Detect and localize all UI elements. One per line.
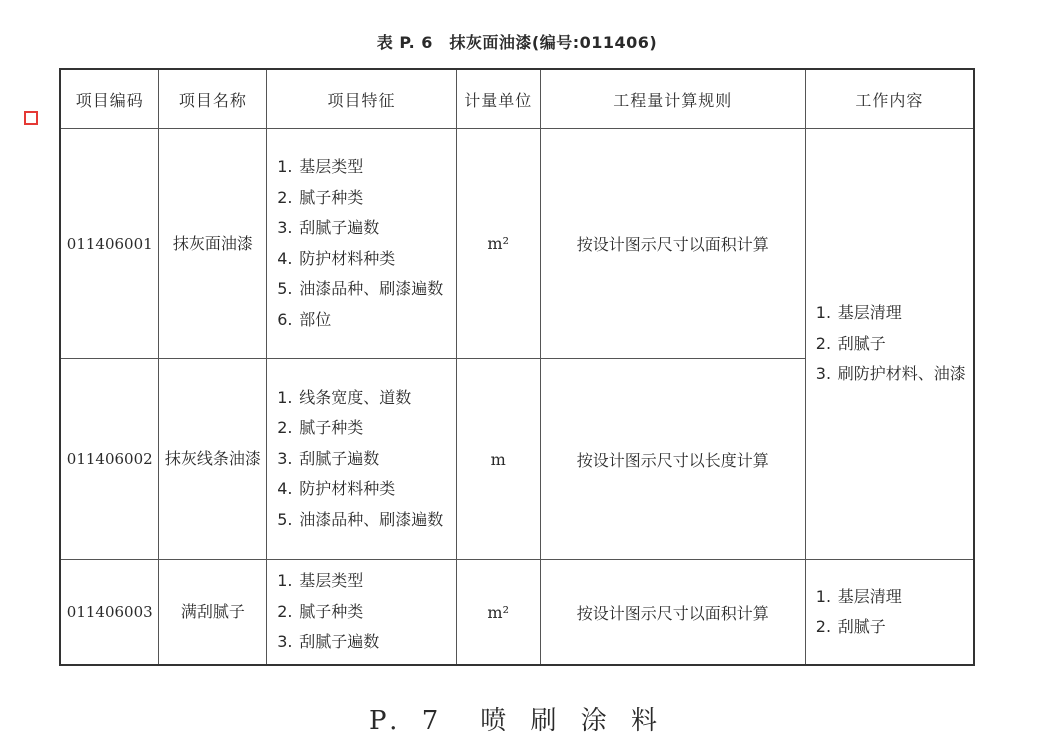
table-row [60,560,974,666]
list-item: 4. 防护材料种类 [277,479,396,499]
header-work-content: 工作内容 [805,69,974,129]
cell-code: 011406003 [60,560,159,666]
list-item: 3. 刮腻子遍数 [277,632,380,652]
list-item: 2. 腻子种类 [277,418,364,438]
table-row [60,129,974,359]
cell-work-content [805,560,974,666]
work-list [816,298,969,390]
header-project-code: 项目编码 [60,69,159,129]
cell-work-content [805,129,974,560]
list-item: 2. 刮腻子 [815,617,886,636]
list-item: 1. 基层类型 [277,571,364,591]
table-header-row [60,69,974,129]
header-project-features: 项目特征 [267,69,457,129]
list-item: 4. 防护材料种类 [277,248,396,268]
list-item: 2. 刮腻子 [815,333,886,353]
cell-unit: m [456,359,540,560]
cell-unit: m² [456,129,540,359]
list-item: 3. 刮腻子遍数 [277,218,380,237]
list-item: 1. 线条宽度、道数 [277,387,412,407]
cell-rule: 按设计图示尺寸以面积计算 [540,129,805,359]
list-item: 6. 部位 [277,309,332,329]
cell-rule: 按设计图示尺寸以面积计算 [540,560,805,666]
cell-name: 抹灰线条油漆 [159,359,267,560]
header-calc-rule: 工程量计算规则 [540,69,805,129]
list-item: 3. 刷防护材料、油漆 [815,364,966,384]
cell-features [267,129,457,359]
table-title: 表 P. 6 抹灰面油漆(编号:011406) [376,33,658,52]
list-item: 2. 腻子种类 [277,187,364,207]
feature-list [277,152,448,335]
spec-table [59,68,975,666]
cell-code: 011406002 [60,359,159,560]
list-item: 3. 刮腻子遍数 [277,448,380,468]
list-item: 2. 腻子种类 [277,601,364,621]
cell-name: 抹灰面油漆 [159,129,267,359]
list-item: 5. 油漆品种、刷漆遍数 [277,509,444,529]
cell-features [267,359,457,560]
header-project-name: 项目名称 [159,69,267,129]
work-list [816,582,969,643]
list-item: 5. 油漆品种、刷漆遍数 [277,279,444,298]
section-heading: P. 7 喷 刷 涂 料 [368,706,666,736]
cell-unit: m² [456,560,540,666]
header-unit: 计量单位 [456,69,540,129]
cell-rule: 按设计图示尺寸以长度计算 [540,359,805,560]
selection-marker-icon [24,111,38,125]
list-item: 1. 基层类型 [277,157,364,176]
feature-list [277,566,448,658]
list-item: 1. 基层清理 [815,586,902,606]
feature-list [277,383,448,536]
cell-name: 满刮腻子 [159,560,267,666]
list-item: 1. 基层清理 [815,303,902,323]
cell-code: 011406001 [60,129,159,359]
cell-features [267,560,457,666]
